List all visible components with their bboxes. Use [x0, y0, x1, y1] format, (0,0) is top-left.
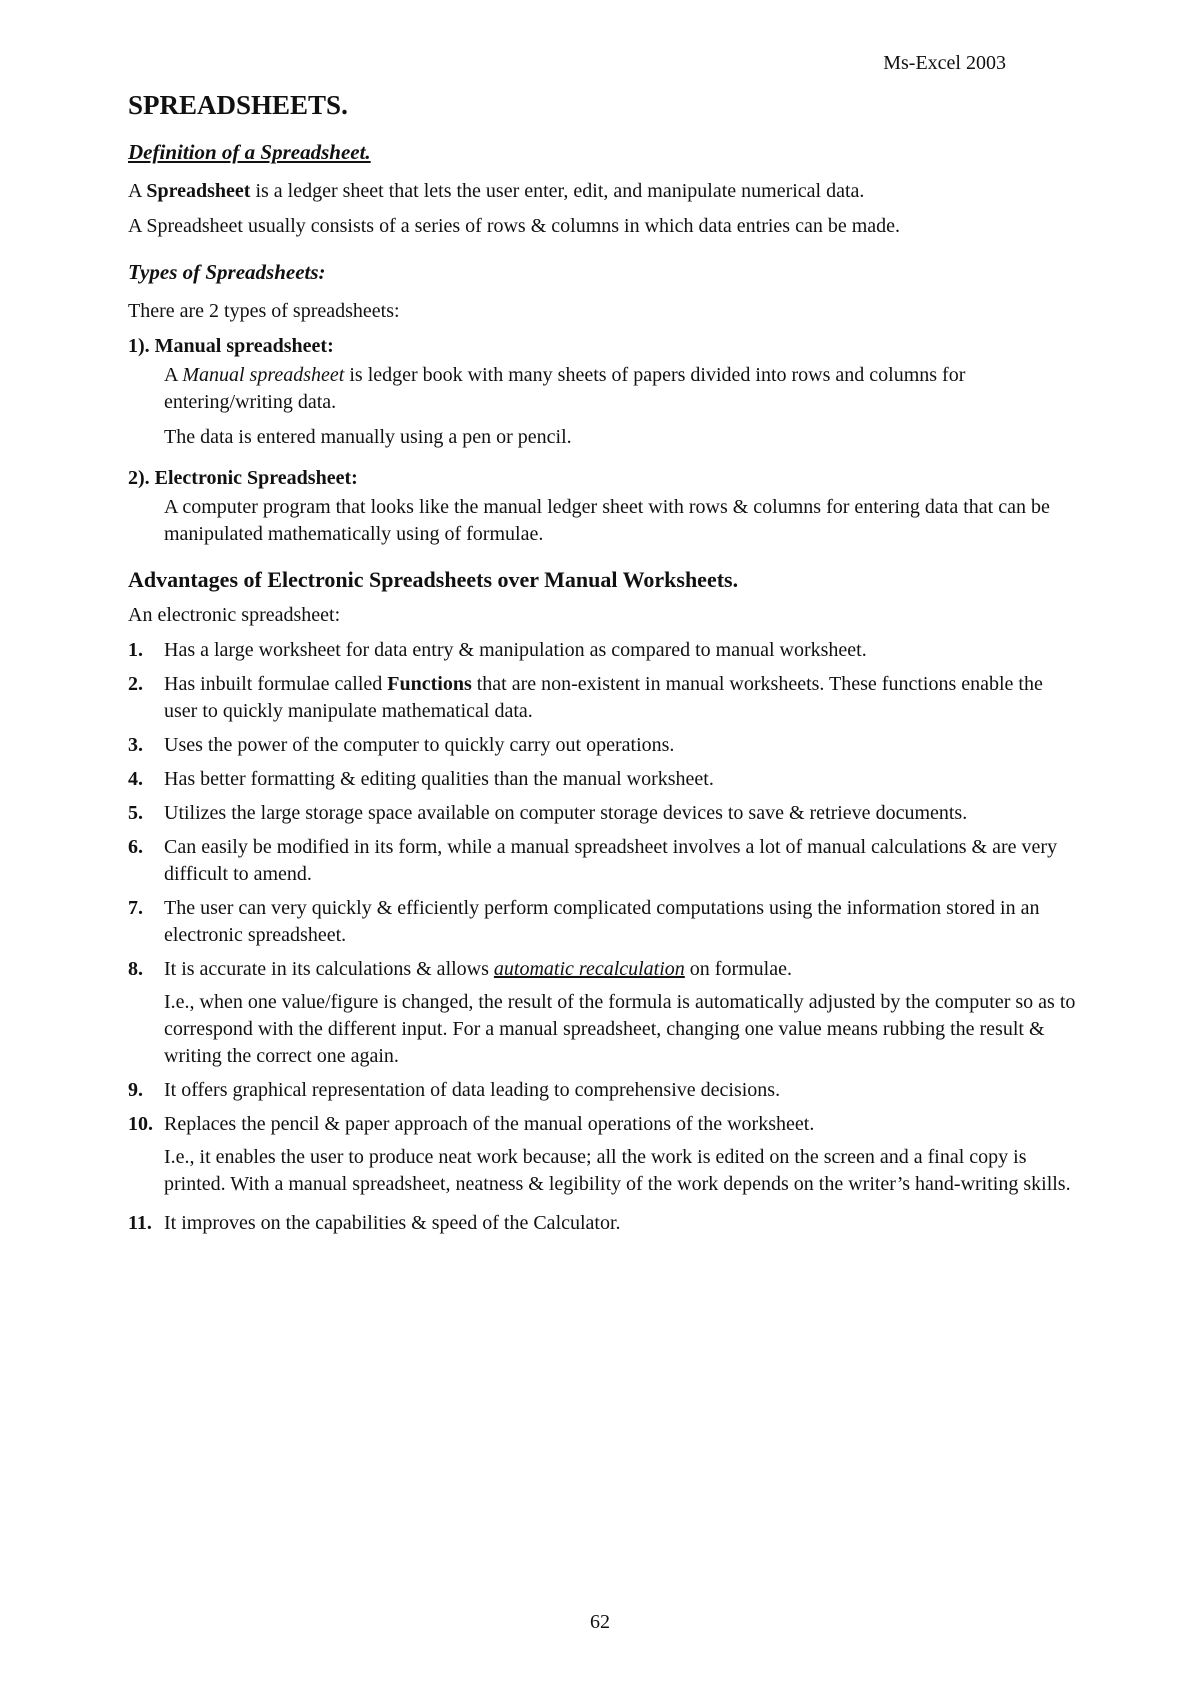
list-item: 4. Has better formatting & editing qualities than the manual worksheet. — [128, 766, 1078, 793]
list-item: 5. Utilizes the large storage space available on computer storage devices to save & retrieve documents. — [128, 800, 1078, 827]
list-number: 3. — [128, 734, 143, 756]
definition-heading: Definition of a Spreadsheet. — [128, 140, 371, 164]
automatic-recalculation-term: automatic recalculation — [493, 958, 685, 980]
electronic-spreadsheet-label: 2). Electronic Spreadsheet: — [128, 467, 358, 489]
list-item: 2. Has inbuilt formulae called Functions that are non-existent in manual worksheets. These functions enable the user to quickly manipulate mathematical data. — [128, 673, 1043, 722]
list-number: 1. — [128, 639, 143, 661]
advantages-intro: An electronic spreadsheet: — [128, 604, 341, 626]
manual-spreadsheet-text: A Manual spreadsheet is ledger book with many sheets of papers divided into rows and columns for entering/writing data. — [164, 364, 966, 413]
types-heading: Types of Spreadsheets: — [128, 260, 326, 284]
page-title: SPREADSHEETS. — [128, 90, 348, 120]
advantages-heading: Advantages of Electronic Spreadsheets over Manual Worksheets. — [128, 567, 739, 592]
list-number: 8. — [128, 958, 143, 980]
list-number: 9. — [128, 1079, 143, 1101]
electronic-spreadsheet-text: A computer program that looks like the manual ledger sheet with rows & columns for entering data that can be manipulated mathematically using of formulae. — [164, 496, 1050, 545]
advantages-list — [128, 637, 1078, 1237]
manual-spreadsheet-text-2: The data is entered manually using a pen or pencil. — [164, 426, 572, 448]
list-number: 5. — [128, 802, 143, 824]
page-number: 62 — [590, 1611, 610, 1633]
list-item: 10. Replaces the pencil & paper approach of the manual operations of the worksheet. I.e., it enables the user to produce neat work because; all the work is edited on the screen and a final copy is printed. With a manual spreadsheet, neatness & legibility of the work depends on the writer’s hand-writing skills. — [128, 1111, 1078, 1198]
functions-term: Functions — [387, 673, 472, 695]
list-item: 1. Has a large worksheet for data entry & manipulation as compared to manual worksheet. — [128, 637, 1078, 664]
list-item: 6. Can easily be modified in its form, while a manual spreadsheet involves a lot of manual calculations & are very difficult to amend. — [128, 836, 1058, 885]
list-item: 8. It is accurate in its calculations & allows automatic recalculation on formulae. I.e., when one value/figure is changed, the result of the formula is automatically adjusted by the computer so as to correspond with the different input. For a manual spreadsheet, changing one value means rubbing the result & writing the correct one again. — [128, 956, 1078, 1070]
list-item: 3. Uses the power of the computer to quickly carry out operations. — [128, 732, 1078, 759]
list-item-continuation: I.e., when one value/figure is changed, the result of the formula is automatically adjusted by the computer so as to correspond with the different input. For a manual spreadsheet, changing one value means rubbing the result & writing the correct one again. — [164, 991, 1076, 1067]
spreadsheet-term: Spreadsheet — [146, 180, 251, 202]
list-item: 7. The user can very quickly & efficiently perform complicated computations using the information stored in an electronic spreadsheet. — [128, 897, 1040, 946]
list-number: 11. — [128, 1212, 152, 1234]
list-number: 7. — [128, 897, 143, 919]
list-item: 11. It improves on the capabilities & speed of the Calculator. — [128, 1210, 1078, 1237]
running-header: Ms-Excel 2003 — [883, 52, 1006, 74]
page-content — [128, 88, 1078, 1244]
types-intro: There are 2 types of spreadsheets: — [128, 300, 400, 322]
list-number: 2. — [128, 673, 143, 695]
list-number: 10. — [128, 1113, 153, 1135]
list-number: 6. — [128, 836, 143, 858]
definition-paragraph-2: A Spreadsheet usually consists of a series of rows & columns in which data entries can be made. — [128, 215, 901, 237]
list-number: 4. — [128, 768, 143, 790]
list-item: 9. It offers graphical representation of data leading to comprehensive decisions. — [128, 1077, 1078, 1104]
definition-paragraph-1: A Spreadsheet is a ledger sheet that lets the user enter, edit, and manipulate numerical data. — [128, 180, 865, 202]
manual-spreadsheet-label: 1). Manual spreadsheet: — [128, 335, 334, 357]
list-item-continuation: I.e., it enables the user to produce neat work because; all the work is edited on the screen and a final copy is printed. With a manual spreadsheet, neatness & legibility of the work depends on the writer’s hand-writing skills. — [164, 1146, 1071, 1195]
